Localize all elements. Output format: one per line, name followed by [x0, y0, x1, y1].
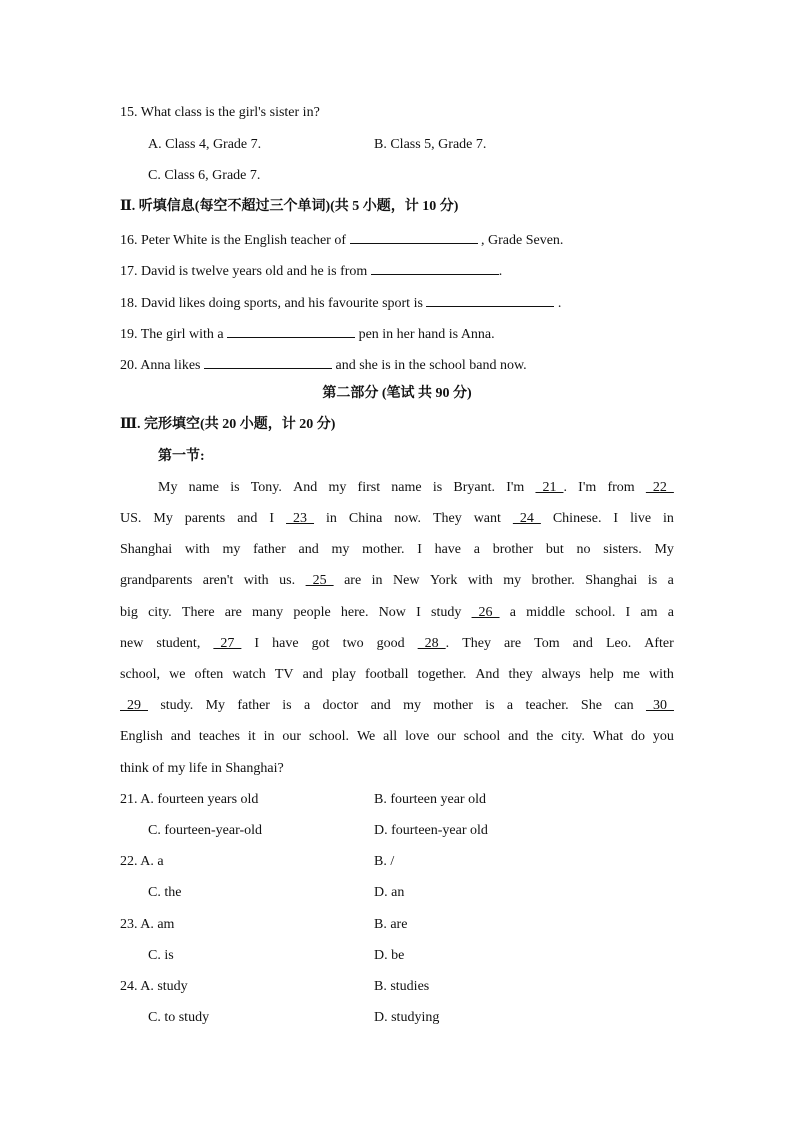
passage-line	[120, 697, 674, 715]
option-23-d: D. be	[374, 948, 405, 963]
passage-line	[158, 479, 674, 497]
passage-word: together.	[417, 667, 467, 682]
passage-word: you	[652, 729, 674, 744]
passage-word: city.	[148, 605, 172, 620]
passage-word: the	[536, 729, 554, 744]
passage-word: us.	[279, 573, 296, 588]
question-16-tail: , Grade Seven.	[477, 233, 564, 248]
passage-word: two	[342, 636, 364, 651]
passage-word: English	[120, 729, 163, 744]
passage-word: new	[120, 636, 144, 651]
passage-word: parents	[184, 511, 226, 526]
passage-word: and	[237, 511, 258, 526]
passage-word: My	[153, 511, 173, 526]
passage-word: father	[253, 542, 286, 557]
passage-word: in	[663, 511, 674, 526]
passage-word: often	[194, 667, 224, 682]
passage-word: name	[391, 480, 422, 495]
passage-word: aren't	[202, 573, 234, 588]
passage-word: I'm	[578, 480, 597, 495]
question-20-tail: and she is in the school band now.	[332, 358, 527, 373]
passage-word: Now	[378, 605, 406, 620]
passage-word: is	[230, 480, 240, 495]
cloze-blank: 24	[512, 511, 541, 526]
passage-word: sisters.	[603, 542, 642, 557]
passage-word: I	[269, 511, 275, 526]
passage-word: I	[625, 605, 631, 620]
passage-word: want	[473, 511, 501, 526]
passage-word: my	[403, 698, 421, 713]
passage-word: our	[437, 729, 456, 744]
passage-word: New	[393, 573, 420, 588]
passage-word: I'm	[506, 480, 525, 495]
passage-word: in	[371, 573, 383, 588]
passage-word: love	[405, 729, 430, 744]
passage-line	[120, 604, 674, 622]
question-15-option-a: A. Class 4, Grade 7.	[148, 137, 262, 152]
passage-word: can	[614, 698, 634, 713]
option-24-b: B. studies	[374, 979, 430, 994]
passage-word: My	[205, 698, 226, 713]
passage-word: they	[508, 667, 533, 682]
passage-word: am	[640, 605, 658, 620]
answer-blank-17	[371, 260, 499, 275]
cloze-blank: 23	[286, 511, 315, 526]
passage-word: doctor	[322, 698, 359, 713]
passage-word: is	[282, 698, 292, 713]
passage-word: York	[429, 573, 458, 588]
option-24-c: C. to study	[148, 1010, 210, 1025]
passage-word: And	[475, 667, 500, 682]
passage-word: from	[607, 480, 635, 495]
passage-word: Bryant.	[453, 480, 495, 495]
question-20-text: 20. Anna likes	[120, 358, 204, 373]
passage-word: My	[158, 480, 178, 495]
passage-word: with	[243, 573, 269, 588]
passage-word: My	[654, 542, 674, 557]
option-24-a: 24. A. study	[120, 979, 188, 994]
question-17-tail: .	[498, 264, 503, 279]
passage-line	[120, 666, 674, 684]
question-18-tail: .	[554, 296, 562, 311]
passage-word: After	[644, 636, 674, 651]
cloze-blank: 28 .	[417, 636, 450, 651]
passage-word: but	[545, 542, 564, 557]
passage-word: people	[293, 605, 331, 620]
passage-word: Shanghai	[120, 542, 173, 557]
passage-word: US.	[120, 511, 142, 526]
subsection-heading: 第一节:	[158, 449, 205, 464]
passage-word: no	[576, 542, 591, 557]
passage-word: study	[431, 605, 462, 620]
passage-word: father	[237, 698, 270, 713]
section-2-heading: Ⅱ. 听填信息(每空不超过三个单词)(共 5 小题，计 10 分)	[120, 199, 459, 214]
passage-word: a	[473, 542, 480, 557]
passage-word: brother	[492, 542, 534, 557]
cloze-blank: 25	[305, 573, 334, 588]
option-21-a: 21. A. fourteen years old	[120, 792, 259, 807]
passage-word: many	[252, 605, 284, 620]
passage-word: my	[503, 573, 522, 588]
question-18	[120, 292, 561, 313]
cloze-blank: 26	[471, 605, 500, 620]
passage-word: mother.	[362, 542, 405, 557]
cloze-blank: 29	[120, 698, 148, 713]
question-15-option-b: B. Class 5, Grade 7.	[374, 137, 487, 152]
passage-word: study.	[160, 698, 194, 713]
passage-word: She	[580, 698, 602, 713]
passage-word: with	[184, 542, 210, 557]
passage-word: a	[667, 573, 674, 588]
answer-blank-16	[350, 229, 478, 244]
passage-word: good	[376, 636, 405, 651]
passage-word: and	[298, 542, 319, 557]
passage-word: are	[224, 605, 242, 620]
passage-word: school,	[120, 667, 161, 682]
passage-word: middle	[526, 605, 566, 620]
passage-word: with	[467, 573, 493, 588]
passage-word: is	[485, 698, 495, 713]
passage-word: help	[589, 667, 614, 682]
question-16-text: 16. Peter White is the English teacher of	[120, 233, 350, 248]
passage-word: student,	[156, 636, 201, 651]
option-21-d: D. fourteen-year old	[374, 823, 488, 838]
passage-word: in	[263, 729, 275, 744]
passage-word: are	[504, 636, 522, 651]
passage-word: name	[188, 480, 219, 495]
passage-word: They	[432, 511, 462, 526]
passage-word: I	[417, 542, 422, 557]
passage-word: We	[356, 729, 376, 744]
passage-word: now.	[394, 511, 421, 526]
passage-word: my	[331, 542, 350, 557]
passage-line-last: think of my life in Shanghai?	[120, 761, 284, 776]
passage-word: have	[434, 542, 462, 557]
passage-word: a	[506, 698, 514, 713]
passage-line	[120, 510, 674, 528]
option-22-b: B. /	[374, 854, 395, 869]
passage-word: I	[613, 511, 619, 526]
passage-word: we	[169, 667, 186, 682]
passage-word: and	[170, 729, 191, 744]
passage-word: is	[432, 480, 443, 495]
cloze-blank: 27	[213, 636, 242, 651]
passage-word: Shanghai	[585, 573, 638, 588]
passage-word: Leo.	[605, 636, 632, 651]
question-20	[120, 354, 527, 375]
passage-word: teacher.	[525, 698, 569, 713]
passage-word: are	[344, 573, 362, 588]
passage-word: first	[357, 480, 381, 495]
question-16	[120, 229, 563, 250]
passage-word: There	[181, 605, 215, 620]
passage-line	[120, 572, 674, 590]
option-23-c: C. is	[148, 948, 174, 963]
passage-word: grandparents	[120, 573, 193, 588]
passage-word: always	[541, 667, 581, 682]
passage-word: it	[247, 729, 256, 744]
passage-word: have	[272, 636, 299, 651]
passage-word: school	[463, 729, 501, 744]
passage-word: Tony.	[250, 480, 282, 495]
passage-word: our	[282, 729, 302, 744]
question-18-text: 18. David likes doing sports, and his favourite sport is	[120, 296, 427, 311]
passage-word: China	[348, 511, 383, 526]
passage-word: play	[331, 667, 356, 682]
cloze-blank: 21 .	[535, 480, 567, 495]
passage-word: got	[311, 636, 330, 651]
cloze-blank: 30	[645, 698, 674, 713]
passage-word: and	[508, 729, 529, 744]
passage-word: a	[303, 698, 311, 713]
option-22-c: C. the	[148, 885, 182, 900]
passage-line	[120, 541, 674, 559]
passage-word: in	[326, 511, 337, 526]
question-15-option-c: C. Class 6, Grade 7.	[148, 168, 261, 183]
passage-word: and	[572, 636, 593, 651]
passage-word: with	[648, 667, 674, 682]
passage-word: school.	[308, 729, 350, 744]
passage-word: TV	[274, 667, 294, 682]
passage-word: my	[222, 542, 241, 557]
passage-word: big	[120, 605, 138, 620]
question-19-tail: pen in her hand is Anna.	[355, 327, 495, 342]
passage-word: here.	[340, 605, 369, 620]
option-21-c: C. fourteen-year-old	[148, 823, 263, 838]
passage-word: and	[302, 667, 323, 682]
passage-word: They	[462, 636, 491, 651]
passage-word: me	[622, 667, 640, 682]
passage-word: and	[370, 698, 391, 713]
passage-word: is	[647, 573, 658, 588]
option-22-d: D. an	[374, 885, 405, 900]
passage-word: I	[416, 605, 421, 620]
question-15-stem: 15. What class is the girl's sister in?	[120, 105, 320, 120]
passage-word: And	[293, 480, 318, 495]
part-2-heading: 第二部分 (笔试 共 90 分)	[322, 386, 472, 401]
passage-word: I	[254, 636, 260, 651]
passage-word: What	[592, 729, 624, 744]
passage-word: do	[631, 729, 646, 744]
answer-blank-18	[426, 292, 554, 307]
passage-word: city.	[561, 729, 585, 744]
section-3-heading: Ⅲ. 完形填空(共 20 小题，计 20 分)	[120, 417, 336, 432]
option-23-b: B. are	[374, 917, 408, 932]
question-17	[120, 260, 502, 281]
passage-word: a	[509, 605, 516, 620]
question-17-text: 17. David is twelve years old and he is from	[120, 264, 371, 279]
passage-word: mother	[433, 698, 473, 713]
option-21-b: B. fourteen year old	[374, 792, 486, 807]
question-19	[120, 323, 495, 344]
passage-word: a	[667, 605, 674, 620]
passage-word: live	[630, 511, 652, 526]
option-24-d: D. studying	[374, 1010, 440, 1025]
passage-word: all	[383, 729, 398, 744]
question-19-text: 19. The girl with a	[120, 327, 228, 342]
answer-blank-20	[204, 354, 332, 369]
passage-line	[120, 635, 674, 653]
option-22-a: 22. A. a	[120, 854, 164, 869]
passage-word: watch	[232, 667, 266, 682]
passage-word: teaches	[198, 729, 241, 744]
passage-word: Chinese.	[552, 511, 602, 526]
passage-word: Tom	[534, 636, 560, 651]
passage-line	[120, 728, 674, 746]
cloze-blank: 22	[645, 480, 674, 495]
passage-word: football	[365, 667, 409, 682]
passage-word: my	[328, 480, 347, 495]
answer-blank-19	[227, 323, 355, 338]
passage-word: brother.	[531, 573, 575, 588]
option-23-a: 23. A. am	[120, 917, 175, 932]
passage-word: school.	[575, 605, 616, 620]
